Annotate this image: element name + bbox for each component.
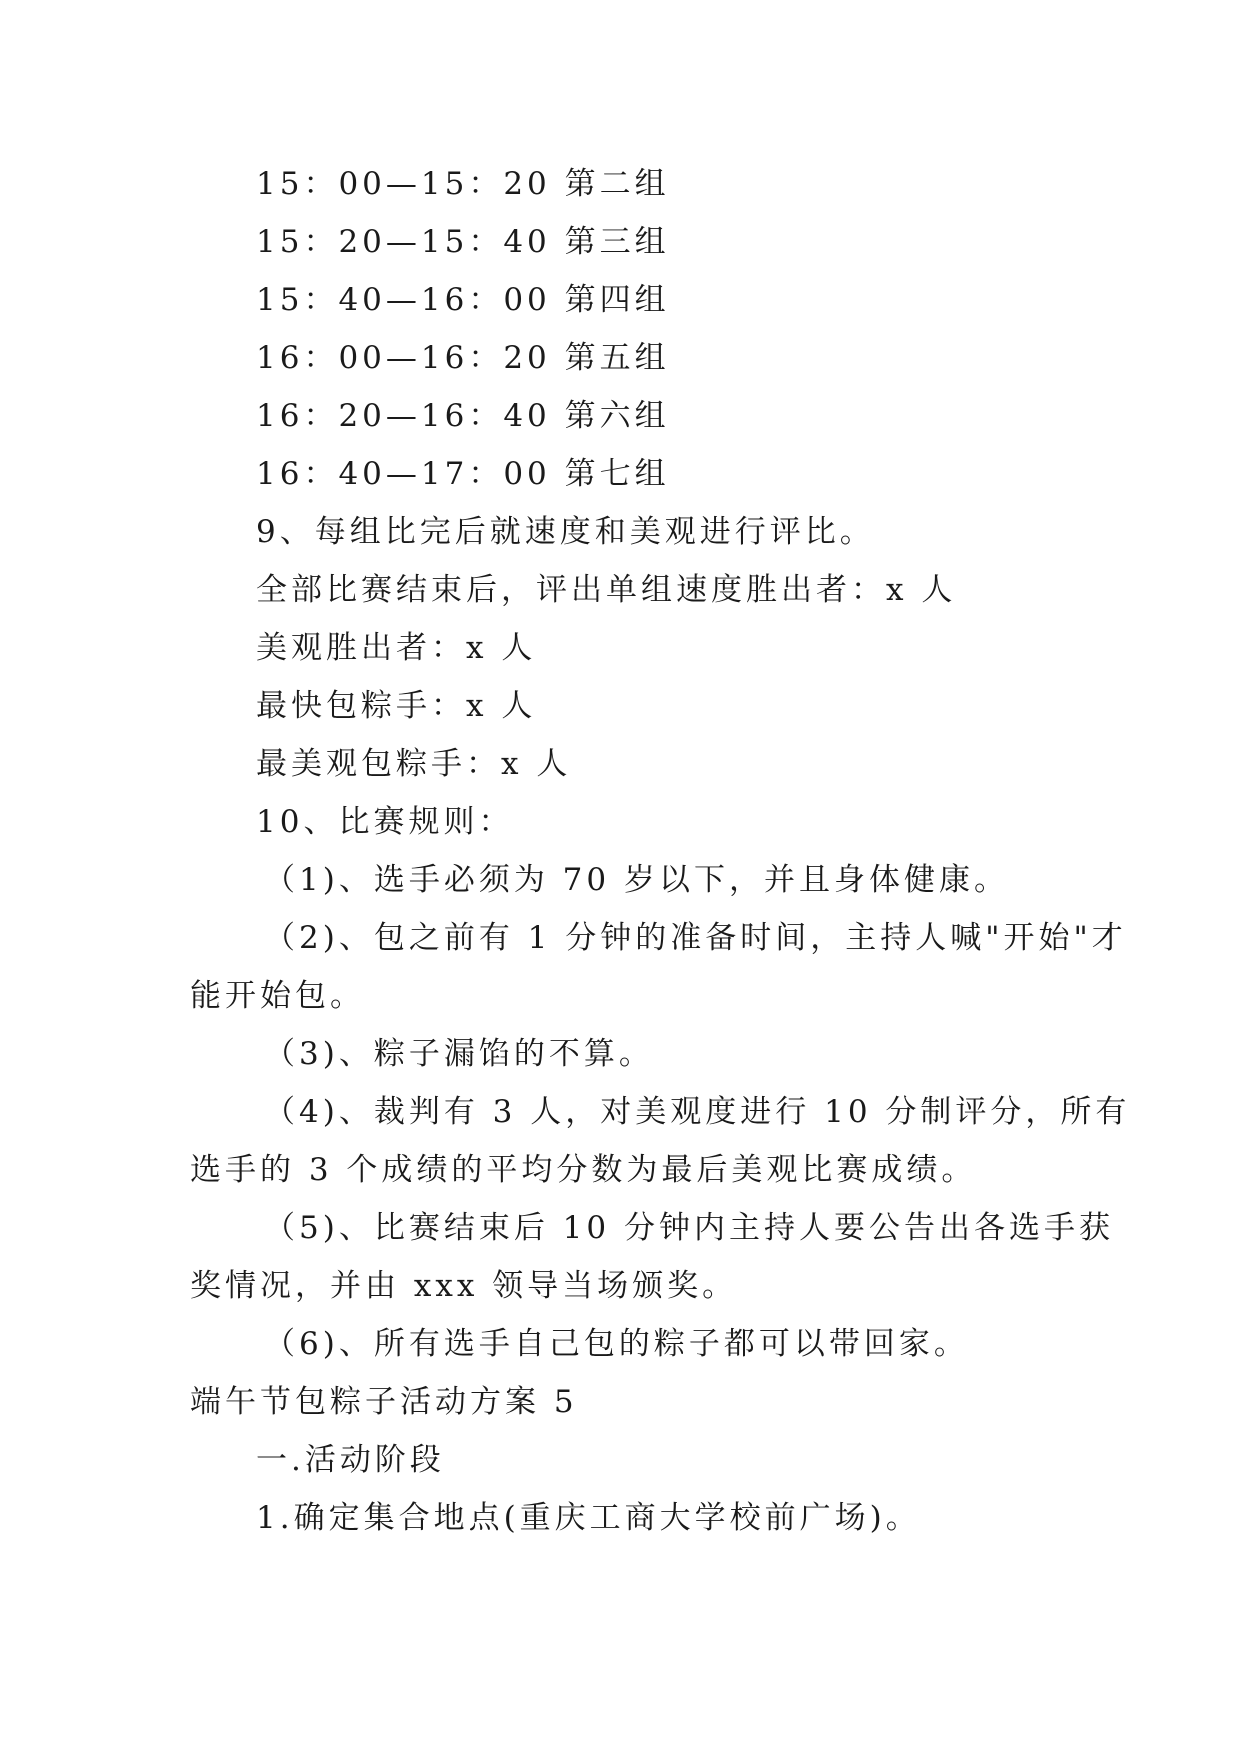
rule-5-line-2: 奖情况，并由 xxx 领导当场颁奖。 <box>190 1268 738 1304</box>
schedule-line: 15：00—15：20 第二组 <box>256 166 670 202</box>
schedule-line: 15：20—15：40 第三组 <box>256 224 670 260</box>
section-1-heading: 一.活动阶段 <box>256 1442 445 1478</box>
rule-4-line-1: （4)、裁判有 3 人，对美观度进行 10 分制评分，所有 <box>264 1094 1131 1130</box>
rule-6: （6)、所有选手自己包的粽子都可以带回家。 <box>264 1326 969 1362</box>
schedule-line: 16：20—16：40 第六组 <box>256 398 670 434</box>
schedule-line: 15：40—16：00 第四组 <box>256 282 670 318</box>
section-1-item-1: 1.确定集合地点(重庆工商大学校前广场)。 <box>256 1500 921 1536</box>
rule-4-line-2: 选手的 3 个成绩的平均分数为最后美观比赛成绩。 <box>190 1152 977 1188</box>
rule-3: （3)、粽子漏馅的不算。 <box>264 1036 654 1072</box>
item-9: 9、每组比完后就速度和美观进行评比。 <box>256 514 875 550</box>
most-beautiful-wrapper: 最美观包粽手：x 人 <box>256 746 572 782</box>
plan-title: 端午节包粽子活动方案 5 <box>190 1384 578 1420</box>
rule-1: （1)、选手必须为 70 岁以下，并且身体健康。 <box>264 862 1009 898</box>
document-body <box>190 155 1131 1547</box>
rule-2-line-1: （2)、包之前有 1 分钟的准备时间，主持人喊"开始"才 <box>264 920 1127 956</box>
rule-2-line-2: 能开始包。 <box>190 978 365 1014</box>
beauty-winners: 美观胜出者：x 人 <box>256 630 537 666</box>
rule-5-line-1: （5)、比赛结束后 10 分钟内主持人要公告出各选手获 <box>264 1210 1114 1246</box>
results-intro: 全部比赛结束后，评出单组速度胜出者：x 人 <box>256 572 957 608</box>
schedule-line: 16：40—17：00 第七组 <box>256 456 670 492</box>
item-10: 10、比赛规则： <box>256 804 514 840</box>
fastest-wrapper: 最快包粽手：x 人 <box>256 688 537 724</box>
schedule-line: 16：00—16：20 第五组 <box>256 340 670 376</box>
